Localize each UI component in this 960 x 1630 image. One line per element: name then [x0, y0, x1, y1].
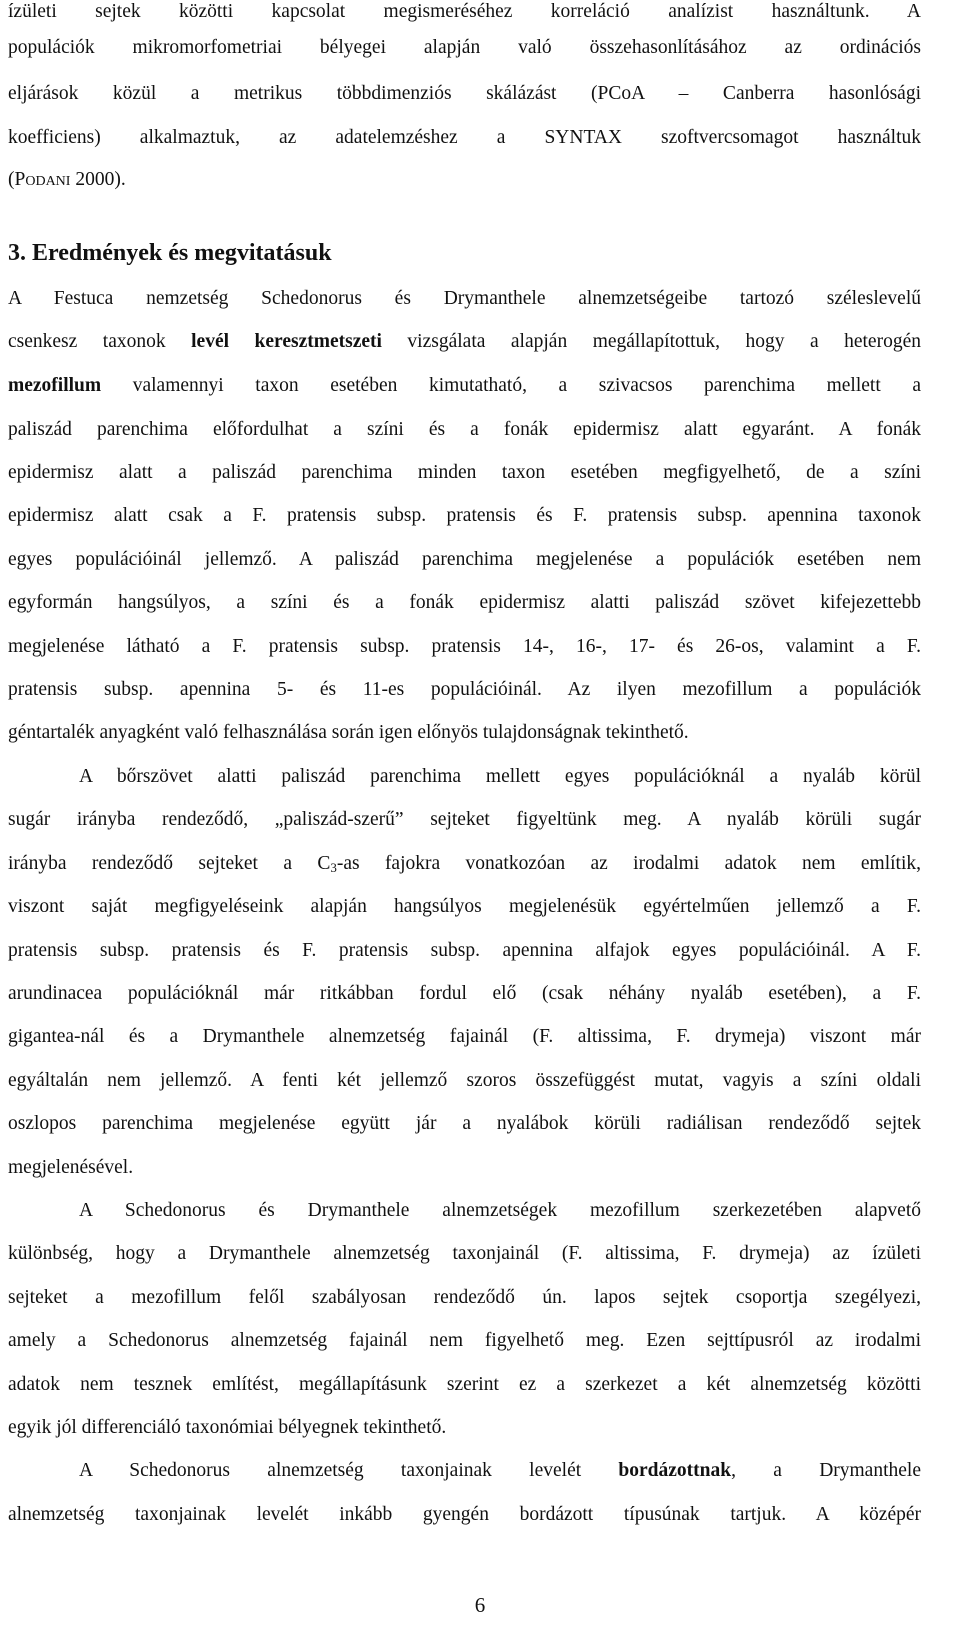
- text-line: sejteket a mezofillum felől szabályosan rendeződő ún. lapos sejtek csoportja szegélyezi,: [8, 1287, 921, 1308]
- citation-line: (Podani 2000).: [8, 169, 126, 190]
- text-line: adatok nem tesznek említést, megállapításunk szerint ez a szerkezet a két alnemzetség közötti: [8, 1374, 921, 1395]
- subscript: 3: [330, 860, 337, 875]
- text-line: pratensis subsp. apennina 5- és 11-es populációinál. Az ilyen mezofillum a populációk: [8, 679, 921, 700]
- bold-term: mezofillum: [8, 375, 102, 396]
- bold-term: levél keresztmetszeti: [191, 331, 382, 352]
- text-line: sugár irányba rendeződő, „paliszád-szerű” sejteket figyeltünk meg. A nyaláb körüli sugár: [8, 809, 921, 830]
- text-line: oszlopos parenchima megjelenése együtt jár a nyalábok körüli radiálisan rendeződő sejtek: [8, 1113, 921, 1134]
- text-line: A Schedonorus és Drymanthele alnemzetségek mezofillum szerkezetében alapvető: [79, 1200, 921, 1221]
- text-line: különbség, hogy a Drymanthele alnemzetség taxonjainál (F. altissima, F. drymeja) az ízületi: [8, 1243, 921, 1264]
- citation-author: Podani: [14, 169, 71, 190]
- text-line: egyáltalán nem jellemző. A fenti két jellemző szoros összefüggést mutat, vagyis a színi oldali: [8, 1070, 921, 1091]
- text-line: A Schedonorus alnemzetség taxonjainak levelét bordázottnak, a Drymanthele: [79, 1460, 921, 1481]
- text-line: egyik jól differenciáló taxonómiai bélyegnek tekinthető.: [8, 1417, 447, 1438]
- text-line: egyes populációinál jellemző. A paliszád parenchima megjelenése a populációk esetében nem: [8, 549, 921, 570]
- text-line: epidermisz alatt csak a F. pratensis subsp. pratensis és F. pratensis subsp. apennina taxonok: [8, 505, 921, 526]
- text-line: egyformán hangsúlyos, a színi és a fonák epidermisz alatti paliszád szövet kifejezettebb: [8, 592, 921, 613]
- text-line: eljárások közül a metrikus többdimenziós skálázást (PCoA – Canberra hasonlósági: [8, 83, 921, 104]
- text-line: paliszád parenchima előfordulhat a színi és a fonák epidermisz alatt egyaránt. A fonák: [8, 419, 921, 440]
- text-line: viszont saját megfigyeléseink alapján hangsúlyos megjelenésük egyértelműen jellemző a F.: [8, 896, 921, 917]
- text-line: ízületi sejtek közötti kapcsolat megismeréséhez korreláció analízist használtunk. A: [8, 1, 921, 22]
- text-line: mezofillum valamennyi taxon esetében kimutatható, a szivacsos parenchima mellett a: [8, 375, 921, 396]
- text-line: epidermisz alatt a paliszád parenchima minden taxon esetében megfigyelhető, de a színi: [8, 462, 921, 483]
- text-line: arundinacea populációknál már ritkábban fordul elő (csak néhány nyaláb esetében), a F.: [8, 983, 921, 1004]
- page-number: 6: [474, 1593, 486, 1617]
- text-line: gigantea-nál és a Drymanthele alnemzetség fajainál (F. altissima, F. drymeja) viszont már: [8, 1026, 921, 1047]
- text-line: amely a Schedonorus alnemzetség fajainál nem figyelhető meg. Ezen sejttípusról az irodalmi: [8, 1330, 921, 1351]
- text-line: megjelenésével.: [8, 1157, 134, 1178]
- bold-term: bordázottnak: [618, 1460, 732, 1481]
- text-line: koefficiens) alkalmaztuk, az adatelemzéshez a SYNTAX szoftvercsomagot használtuk: [8, 127, 921, 148]
- text-line: megjelenése látható a F. pratensis subsp. pratensis 14-, 16-, 17- és 26-os, valamint a F.: [8, 636, 921, 657]
- text-line: irányba rendeződő sejteket a $C_3-as$ fajokra vonatkozóan az irodalmi adatok nem említik,: [8, 853, 921, 875]
- text-line: géntartalék anyagként való felhasználása során igen előnyös tulajdonságnak tekinthető.: [8, 722, 689, 743]
- text-line: populációk mikromorfometriai bélyegei alapján való összehasonlításához az ordinációs: [8, 37, 921, 58]
- text-line: A bőrszövet alatti paliszád parenchima mellett egyes populációknál a nyaláb körül: [79, 766, 921, 787]
- text-line: alnemzetség taxonjainak levelét inkább gyengén bordázott típusúnak tartjuk. A középér: [8, 1504, 921, 1525]
- section-heading: 3. Eredmények és megvitatásuk: [8, 240, 332, 266]
- text-line: csenkesz taxonok levél keresztmetszeti vizsgálata alapján megállapítottuk, hogy a heterogén: [8, 331, 921, 352]
- text-line: pratensis subsp. pratensis és F. pratensis subsp. apennina alfajok egyes populációinál. A F.: [8, 940, 921, 961]
- text-line: A Festuca nemzetség Schedonorus és Drymanthele alnemzetségeibe tartozó széleslevelű: [8, 288, 921, 309]
